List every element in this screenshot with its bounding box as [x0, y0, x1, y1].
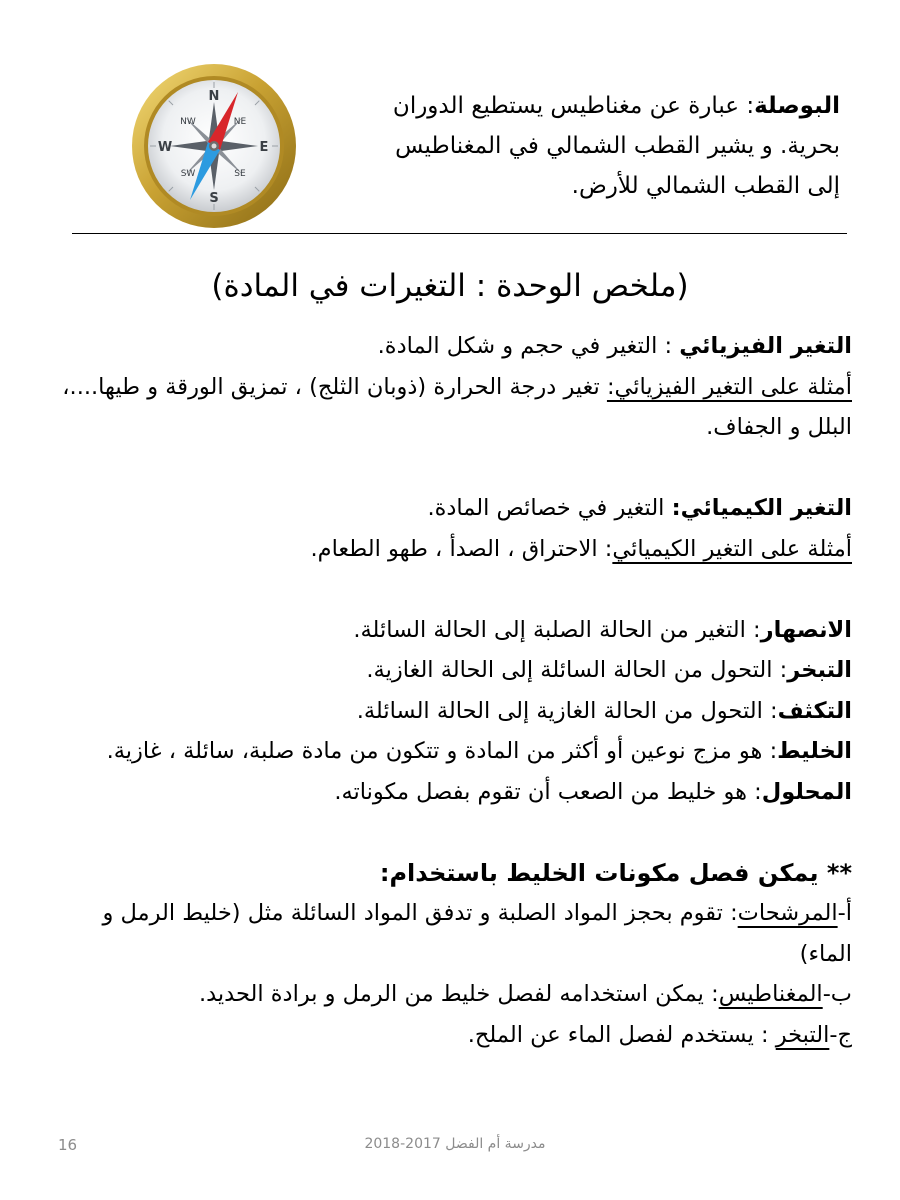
summary-body [52, 326, 852, 1055]
magnet-term: المغناطيس [718, 981, 823, 1007]
method-prefix: ج- [829, 1021, 852, 1048]
compass-term: البوصلة [754, 93, 840, 119]
compass-label-se: SE [234, 169, 246, 179]
page-number: 16 [58, 1136, 78, 1154]
compass-definition-text: عبارة عن مغناطيس يستطيع الدوران بحرية. و يشير القطب الشمالي في المغناطيس إلى القطب الشمالي للأرض. [392, 93, 840, 199]
chemical-change-examples [52, 529, 852, 570]
filters-term: المرشحات [737, 900, 838, 926]
method-prefix: ب- [822, 981, 852, 1007]
mixture-definition [52, 731, 852, 772]
solution-definition [52, 772, 852, 813]
separation-method-evaporation [52, 1015, 852, 1056]
chemical-change-term: التغير الكيميائي: [671, 495, 852, 521]
separation-heading: ** يمكن فصل مكونات الخليط باستخدام: [379, 858, 852, 887]
mixture-term: الخليط [777, 738, 852, 764]
magnet-text: : يمكن استخدامه لفصل خليط من الرمل و برادة الحديد. [198, 981, 719, 1007]
mixture-text: : هو مزج نوعين أو أكثر من المادة و تتكون من مادة صلبة، سائلة ، غازية. [106, 738, 778, 764]
solution-text: : هو خليط من الصعب أن تقوم بفصل مكوناته. [334, 778, 762, 805]
condensation-text: : التحول من الحالة الغازية إلى الحالة السائلة. [356, 697, 778, 724]
compass-label-e: E [259, 140, 269, 155]
physical-change-term: التغير الفيزيائي [679, 333, 852, 359]
chemical-examples-label: أمثلة على التغير الكيميائي [612, 535, 852, 562]
compass-label-s: S [209, 191, 219, 206]
solution-term: المحلول [761, 778, 852, 805]
method-prefix: أ- [837, 900, 852, 926]
physical-change-definition [52, 326, 852, 367]
evaporation-definition [52, 650, 852, 691]
chemical-examples-text: : الاحتراق ، الصدأ ، طهو الطعام. [310, 535, 613, 562]
melting-term: الانصهار [760, 616, 852, 643]
melting-definition [52, 610, 852, 651]
chemical-change-definition [52, 488, 852, 529]
compass-label-sw: SW [180, 169, 196, 179]
separation-method-filters [52, 893, 852, 974]
separation-method-magnet [52, 974, 852, 1015]
chemical-change-text: التغير في خصائص المادة. [427, 495, 672, 521]
evaporation-method-text: : يستخدم لفصل الماء عن الملح. [467, 1021, 776, 1048]
unit-title: (ملخص الوحدة : التغيرات في المادة) [211, 268, 689, 304]
physical-change-examples [52, 367, 852, 448]
physical-examples-text: تغير درجة الحرارة (ذوبان الثلج) ، تمزيق الورقة و طيها....، البلل و الجفاف. [62, 373, 852, 440]
compass-image [130, 62, 298, 230]
evaporation-method-term: التبخر [775, 1021, 830, 1048]
compass-label-n: N [208, 89, 220, 104]
school-footer: مدرسة أم الفضل 2017-2018 [364, 1136, 546, 1152]
physical-change-text: : التغير في حجم و شكل المادة. [377, 333, 680, 359]
condensation-definition [52, 691, 852, 732]
physical-examples-label: أمثلة على التغير الفيزيائي: [606, 373, 852, 400]
evaporation-term: التبخر [787, 657, 852, 683]
compass-label-nw: NW [180, 117, 196, 127]
compass-definition: البوصلة: عبارة عن مغناطيس يستطيع الدوران بحرية. و يشير القطب الشمالي في المغناطيس إلى القطب الشمالي للأرض. [392, 93, 840, 199]
compass-label-ne: NE [233, 117, 247, 127]
filters-text: : تقوم بحجز المواد الصلبة و تدفق المواد السائلة مثل (خليط الرمل و الماء) [102, 900, 852, 967]
section-divider [72, 233, 847, 234]
melting-text: : التغير من الحالة الصلبة إلى الحالة السائلة. [353, 616, 761, 643]
compass-label-w: W [157, 140, 173, 155]
evaporation-text: : التحول من الحالة السائلة إلى الحالة الغازية. [366, 657, 788, 683]
condensation-term: التكثف [777, 697, 852, 724]
